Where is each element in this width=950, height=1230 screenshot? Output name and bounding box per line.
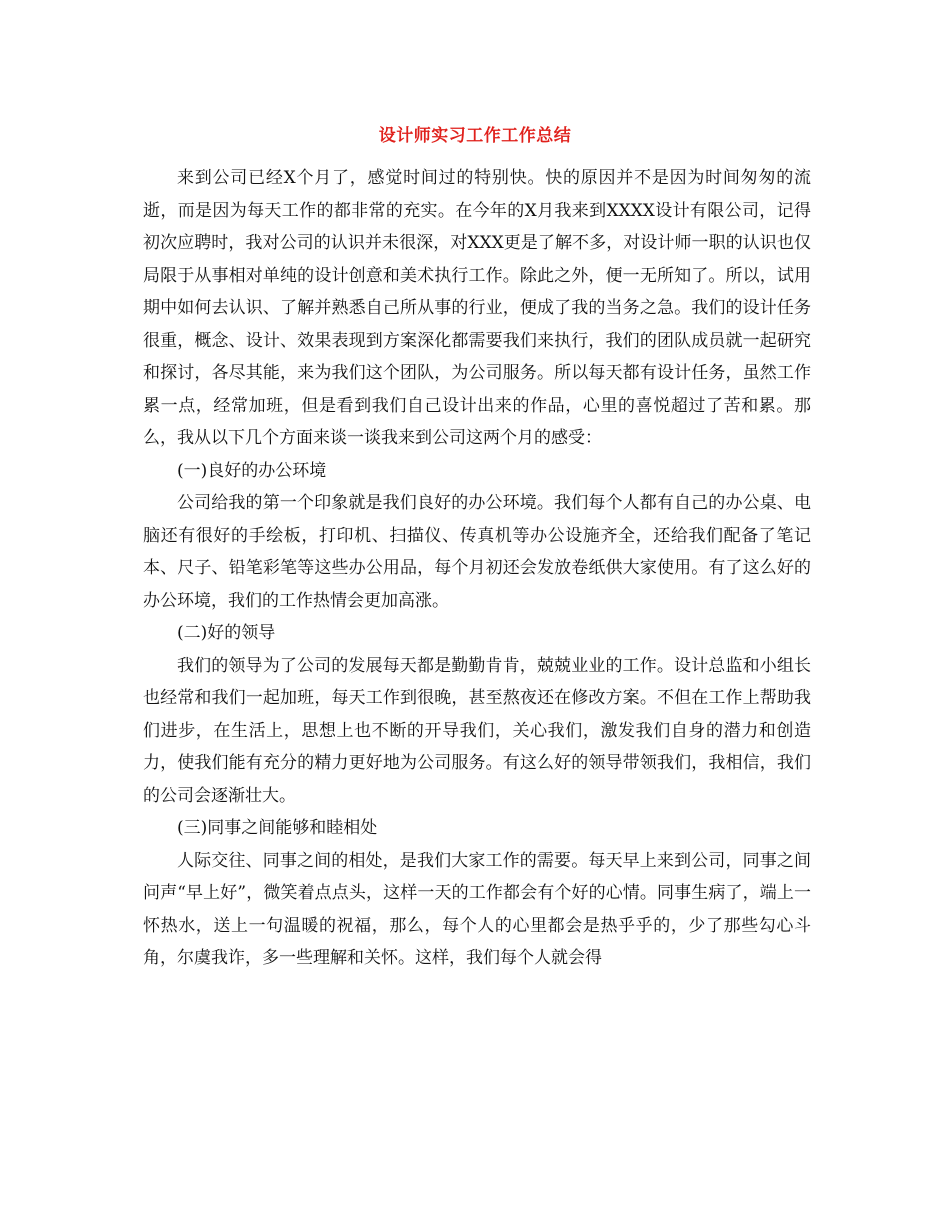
section-heading-colleagues: (三)同事之间能够和睦相处	[177, 818, 378, 838]
section-heading-office-environment: (一)良好的办公环境	[177, 460, 327, 481]
paragraph-colleagues: 人际交往、同事之间的相处，是我们大家工作的需要。每天早上来到公司，同事之间问声“早上好”，微笑着点点头，这样一天的工作都会有个好的心情。同事生病了，端上一怀热水，送上一句温暖的祝福，那么，每个人的心里都会是热乎乎的，少了那些勾心斗角，尔虞我诈，多一些理解和关怀。这样，我们每个人就会得	[143, 850, 811, 968]
document-title: 设计师实习工作工作总结	[378, 126, 572, 146]
paragraph-leadership: 我们的领导为了公司的发展每天都是勤勤肯肯，兢兢业业的工作。设计总监和小组长也经常和我们一起加班，每天工作到很晚，甚至熬夜还在修改方案。不但在工作上帮助我们进步，在生活上，思想上也不断的开导我们，关心我们，激发我们自身的潜力和创造力，使我们能有充分的精力更好地为公司服务。有这么好的领导带领我们，我相信，我们的公司会逐渐壮大。	[143, 655, 811, 806]
section-heading-leadership: (二)好的领导	[177, 623, 276, 643]
paragraph-office-environment: 公司给我的第一个印象就是我们良好的办公环境。我们每个人都有自己的办公桌、电脑还有很好的手绘板，打印机、扫描仪、传真机等办公设施齐全，还给我们配备了笔记本、尺子、铅笔彩笔等这些办公用品，每个月初还会发放卷纸供大家使用。有了这么好的办公环境，我们的工作热情会更加高涨。	[143, 493, 811, 611]
paragraph-intro: 来到公司已经X个月了，感觉时间过的特别快。快的原因并不是因为时间匆匆的流逝，而是因为每天工作的都非常的充实。在今年的X月我来到XXXX设计有限公司，记得初次应聘时，我对公司的认识并未很深，对XXX更是了解不多，对设计师一职的认识也仅局限于从事相对单纯的设计创意和美术执行工作。除此之外，便一无所知了。所以，试用期中如何去认识、了解并熟悉自己所从事的行业，便成了我的当务之急。我们的设计任务很重，概念、设计、效果表现到方案深化都需要我们来执行，我们的团队成员就一起研究和探讨，各尽其能，来为我们这个团队，为公司服务。所以每天都有设计任务，虽然工作累一点，经常加班，但是看到我们自己设计出来的作品，心里的喜悦超过了苦和累。那么，我从以下几个方面来谈一谈我来到公司这两个月的感受：	[143, 168, 811, 448]
document-body	[143, 162, 811, 975]
